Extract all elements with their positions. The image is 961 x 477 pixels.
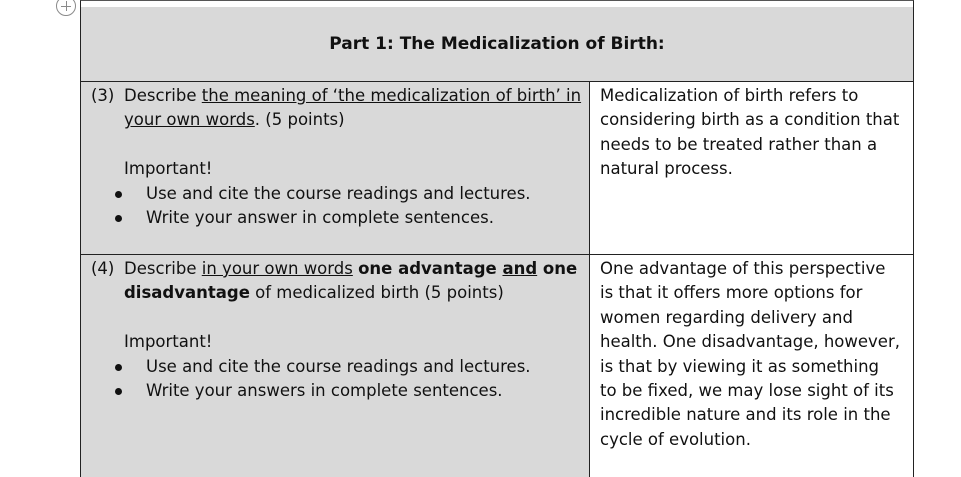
question-text-bold: one advantage — [358, 259, 503, 278]
question-number: (3) — [91, 86, 115, 105]
question-text — [124, 84, 584, 230]
instructions-list — [81, 355, 584, 404]
list-item: Write your answers in complete sentences. — [81, 379, 584, 403]
answer-cell-3[interactable] — [590, 82, 913, 254]
answer-text: Medicalization of birth refers to considering birth as a condition that needs to be treated rather than a natural process. — [600, 86, 900, 179]
question-row-3 — [81, 82, 913, 255]
question-text-part: . (5 points) — [254, 110, 345, 130]
question-text-part: of medicalized birth (5 points) — [249, 283, 504, 303]
section-title: Part 1: The Medicalization of Birth: — [329, 34, 665, 54]
question-row-4 — [81, 255, 913, 477]
answer-cell-4[interactable] — [590, 255, 913, 477]
table-top-border — [80, 0, 914, 7]
question-cell-4 — [81, 255, 590, 477]
list-item: Write your answer in complete sentences. — [81, 206, 584, 230]
question-text-part: Describe — [124, 259, 202, 278]
assignment-table — [80, 7, 914, 477]
question-cell-3 — [81, 82, 590, 254]
question-text-bold: one disadvantage — [124, 259, 578, 303]
important-label: Important! — [124, 159, 213, 179]
table-move-handle-icon[interactable] — [56, 0, 76, 16]
list-item: Use and cite the course readings and lectures. — [81, 355, 584, 379]
answer-text: One advantage of this perspective is that it offers more options for women regarding delivery and health. One disadvantage, however, is that by viewing it as something to be fixed, we may lose sight of its incredible nature and its role in the cycle of evolution. — [600, 259, 900, 449]
question-text — [124, 257, 584, 403]
instructions-list — [81, 182, 584, 231]
list-item: Use and cite the course readings and lectures. — [81, 182, 584, 206]
question-text-bold-underlined: and — [502, 259, 538, 278]
question-text-part: Describe — [124, 86, 202, 105]
table-header-row — [81, 7, 913, 82]
question-text-underlined: the meaning of ‘the medicalization of birth’ in your own words — [124, 86, 582, 130]
question-number: (4) — [91, 259, 115, 278]
question-text-underlined: in your own words — [201, 259, 353, 278]
important-label: Important! — [124, 332, 213, 352]
